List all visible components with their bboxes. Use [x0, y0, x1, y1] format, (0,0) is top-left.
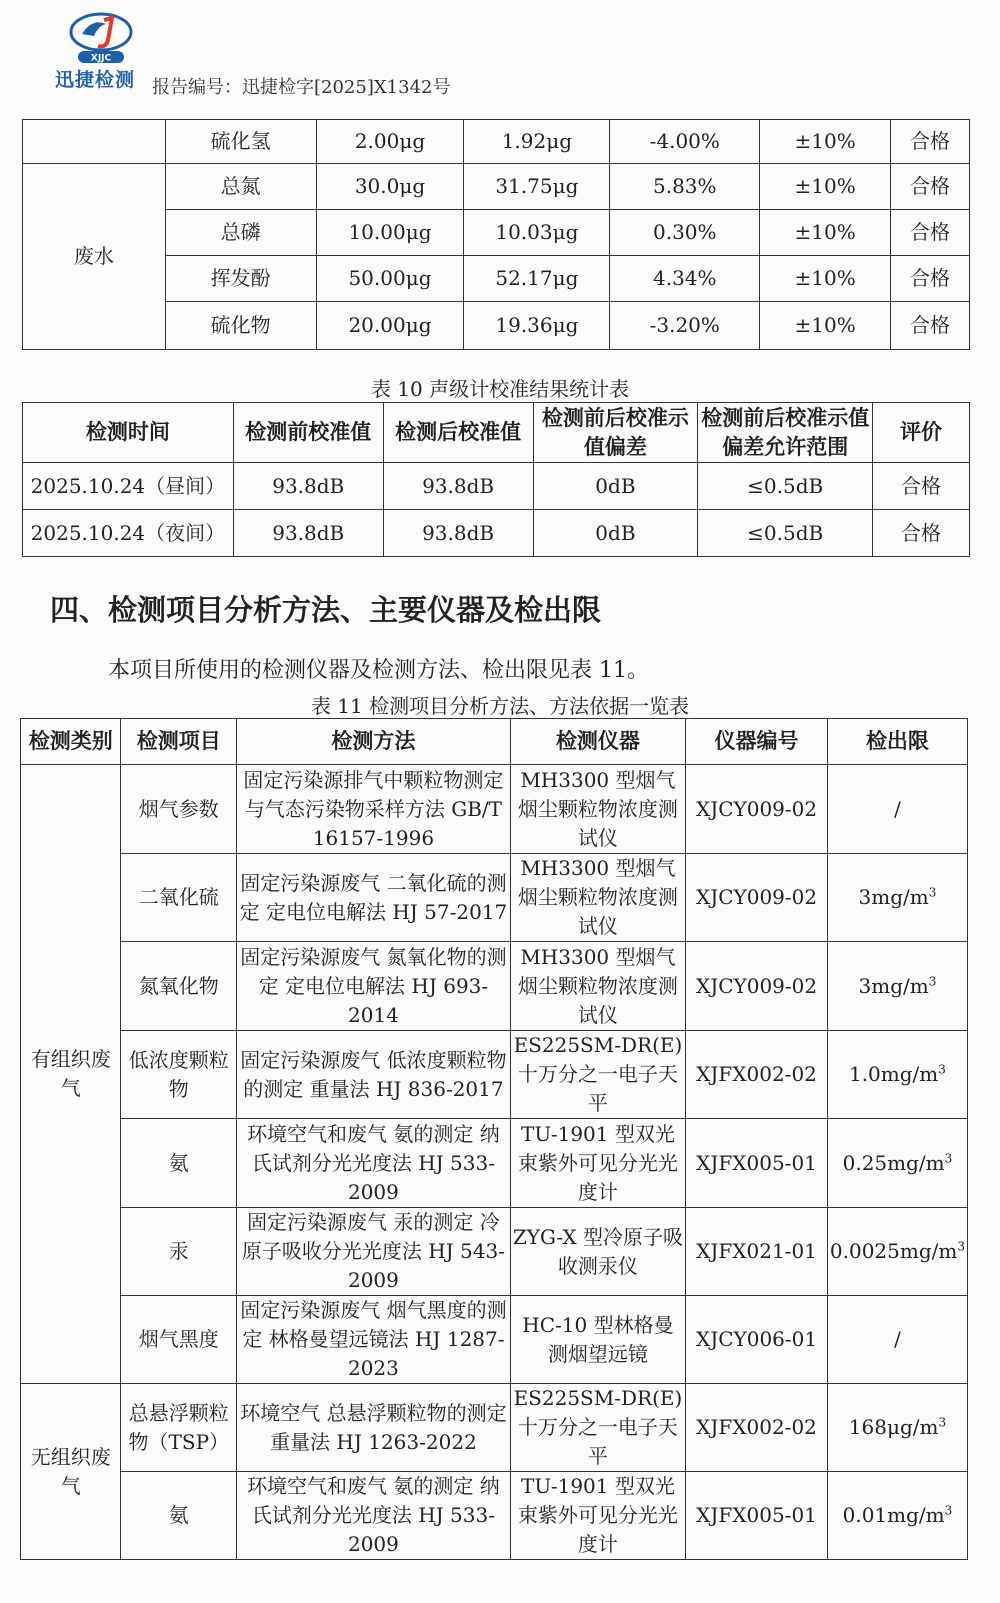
table-10 [22, 402, 970, 557]
table-row [23, 164, 970, 210]
column-header: 检测类别 [21, 719, 121, 765]
report-header [55, 10, 955, 98]
table-row [23, 463, 970, 510]
table-cell: 0dB [533, 510, 698, 557]
cell-result: 合格 [891, 164, 970, 210]
cell-item: 氮氧化物 [121, 942, 237, 1031]
cell-method: 固定污染源废气 低浓度颗粒物的测定 重量法 HJ 836-2017 [237, 1031, 510, 1119]
limit-value: 168μg/m [848, 1415, 939, 1439]
cell-allow: ±10% [760, 210, 891, 256]
table-cell: 93.8dB [233, 463, 383, 510]
table-cell: 2025.10.24（夜间） [23, 510, 234, 557]
cell-instrument: MH3300 型烟气烟尘颗粒物浓度测试仪 [510, 942, 686, 1031]
cell-method: 环境空气和废气 氨的测定 纳氏试剂分光光度法 HJ 533-2009 [237, 1472, 510, 1560]
cell-allow: ±10% [760, 120, 891, 164]
section-title: 四、检测项目分析方法、主要仪器及检出限 [50, 593, 602, 627]
cell-code: XJFX005-01 [686, 1472, 828, 1560]
cell-method: 固定污染源废气 氮氧化物的测定 定电位电解法 HJ 693-2014 [237, 942, 510, 1031]
table-row [21, 1384, 968, 1472]
cell-item: 硫化物 [165, 302, 316, 350]
cell-item: 烟气参数 [121, 765, 237, 854]
cell-item: 汞 [121, 1208, 237, 1296]
cell-limit [827, 854, 967, 942]
column-header: 检测后校准值 [383, 403, 533, 463]
limit-unit-exponent: 3 [944, 1503, 953, 1518]
report-number: 报告编号：迅捷检字[2025]X1342号 [152, 77, 451, 98]
table-cell: 合格 [873, 463, 970, 510]
cell-instrument: ZYG-X 型冷原子吸收测汞仪 [510, 1208, 686, 1296]
cell-code: XJFX002-02 [686, 1031, 828, 1119]
table-row [21, 942, 968, 1031]
limit-value: 3mg/m [858, 973, 929, 998]
logo-abbr: XJJC [90, 53, 112, 64]
cell-allow: ±10% [760, 302, 891, 350]
cell-code: XJCY009-02 [686, 942, 828, 1031]
cell-instrument: TU-1901 型双光束紫外可见分光光度计 [510, 1119, 686, 1208]
cell-method: 环境空气 总悬浮颗粒物的测定 重量法 HJ 1263-2022 [237, 1384, 510, 1472]
column-header: 检测前校准值 [233, 403, 383, 463]
limit-unit-exponent: 3 [938, 1415, 947, 1430]
cell-code: XJFX005-01 [686, 1119, 828, 1208]
company-logo-icon [68, 10, 134, 66]
table-cell: ≤0.5dB [698, 510, 873, 557]
cell-instrument: MH3300 型烟气烟尘颗粒物浓度测试仪 [510, 765, 686, 854]
cell-limit [827, 765, 967, 854]
cell-measured: 19.36μg [464, 302, 610, 350]
table-11-caption: 表 11 检测项目分析方法、方法依据一览表 [310, 694, 690, 718]
cell-dev: -4.00% [610, 120, 760, 164]
table-9-continued [22, 119, 970, 350]
cell-limit [827, 1296, 967, 1384]
column-header: 检测仪器 [510, 719, 686, 765]
cell-limit [827, 1384, 967, 1472]
table-row [23, 210, 970, 256]
table-row [21, 854, 968, 942]
table-row [21, 1208, 968, 1296]
cell-item: 挥发酚 [165, 256, 316, 302]
table-cell: 2025.10.24（昼间） [23, 463, 234, 510]
cell-code: XJCY006-01 [686, 1296, 828, 1384]
limit-value: 0.0025mg/m [829, 1239, 958, 1263]
cell-instrument: ES225SM-DR(E) 十万分之一电子天平 [510, 1031, 686, 1119]
table-cell: ≤0.5dB [698, 463, 873, 510]
cell-dev: 4.34% [610, 256, 760, 302]
table-row [23, 256, 970, 302]
table-row [21, 1472, 968, 1560]
column-header: 仪器编号 [686, 719, 828, 765]
cell-method: 固定污染源废气 二氧化硫的测定 定电位电解法 HJ 57-2017 [237, 854, 510, 942]
cell-measured: 10.03μg [464, 210, 610, 256]
cell-item: 烟气黑度 [121, 1296, 237, 1384]
cell-method: 固定污染源废气 汞的测定 冷原子吸收分光光度法 HJ 543-2009 [237, 1208, 510, 1296]
cell-limit [827, 1472, 967, 1560]
cell-std: 2.00μg [316, 120, 464, 164]
category-cell: 无组织废气 [21, 1384, 121, 1560]
table-row [23, 510, 970, 557]
limit-unit-exponent: 3 [928, 885, 937, 900]
limit-value: 1.0mg/m [848, 1062, 939, 1086]
cell-dev: -3.20% [610, 302, 760, 350]
cell-item: 硫化氢 [165, 120, 316, 164]
cell-instrument: MH3300 型烟气烟尘颗粒物浓度测试仪 [510, 854, 686, 942]
table-row [23, 302, 970, 350]
table-row [23, 120, 970, 164]
cell-method: 固定污染源废气 烟气黑度的测定 林格曼望远镜法 HJ 1287-2023 [237, 1296, 510, 1384]
limit-value: / [894, 796, 901, 821]
table-row [21, 1119, 968, 1208]
limit-value: 3mg/m [858, 885, 929, 909]
cell-allow: ±10% [760, 256, 891, 302]
table-11 [20, 718, 968, 1560]
cell-result: 合格 [891, 302, 970, 350]
cell-instrument: HC-10 型林格曼测烟望远镜 [510, 1296, 686, 1384]
cell-code: XJFX002-02 [686, 1384, 828, 1472]
column-header: 检测前后校准示值偏差 [533, 403, 698, 463]
cell-limit [827, 942, 967, 1031]
logo-text: 迅捷检测 [55, 69, 136, 91]
cell-dev: 5.83% [610, 164, 760, 210]
cell-measured: 52.17μg [464, 256, 610, 302]
cell-instrument: ES225SM-DR(E) 十万分之一电子天平 [510, 1384, 686, 1472]
cell-method: 固定污染源排气中颗粒物测定与气态污染物采样方法 GB/T 16157-1996 [237, 765, 510, 854]
cell-code: XJFX021-01 [686, 1208, 828, 1296]
cell-limit [827, 1119, 967, 1208]
column-header: 检测方法 [237, 719, 510, 765]
limit-unit-exponent: 3 [957, 1239, 965, 1254]
limit-unit-exponent: 3 [928, 973, 937, 988]
column-header: 检测前后校准示值偏差允许范围 [698, 403, 873, 463]
table-cell: 93.8dB [233, 510, 383, 557]
table-cell: 0dB [533, 463, 698, 510]
limit-value: 0.01mg/m [842, 1503, 945, 1527]
column-header: 评价 [873, 403, 970, 463]
cell-item: 氨 [121, 1119, 237, 1208]
cell-item: 氨 [121, 1472, 237, 1560]
table-10-caption: 表 10 声级计校准结果统计表 [370, 377, 630, 401]
category-cell: 有组织废气 [21, 765, 121, 1384]
cell-measured: 31.75μg [464, 164, 610, 210]
cell-item: 低浓度颗粒物 [121, 1031, 237, 1119]
limit-unit-exponent: 3 [938, 1062, 946, 1077]
cell-code: XJCY009-02 [686, 765, 828, 854]
cell-item: 总悬浮颗粒物（TSP） [121, 1384, 237, 1472]
limit-unit-exponent: 3 [944, 1150, 953, 1165]
cell-item: 总氮 [165, 164, 316, 210]
cell-result: 合格 [891, 256, 970, 302]
cell-dev: 0.30% [610, 210, 760, 256]
table-cell: 93.8dB [383, 463, 533, 510]
cell-item: 总磷 [165, 210, 316, 256]
table-row [21, 765, 968, 854]
cell-method: 环境空气和废气 氨的测定 纳氏试剂分光光度法 HJ 533-2009 [237, 1119, 510, 1208]
table-row [21, 1296, 968, 1384]
cell-std: 20.00μg [316, 302, 464, 350]
cell-code: XJCY009-02 [686, 854, 828, 942]
cell-result: 合格 [891, 210, 970, 256]
limit-value: 0.25mg/m [842, 1150, 945, 1175]
column-header: 检测时间 [23, 403, 234, 463]
column-header: 检测项目 [121, 719, 237, 765]
section-intro: 本项目所使用的检测仪器及检测方法、检出限见表 11。 [108, 658, 649, 683]
category-cell: 废水 [23, 164, 166, 350]
cell-std: 30.0μg [316, 164, 464, 210]
cell-allow: ±10% [760, 164, 891, 210]
cell-std: 50.00μg [316, 256, 464, 302]
cell-instrument: TU-1901 型双光束紫外可见分光光度计 [510, 1472, 686, 1560]
cell-result: 合格 [891, 120, 970, 164]
cell-limit [827, 1208, 967, 1296]
limit-value: / [894, 1327, 901, 1351]
cell-item: 二氧化硫 [121, 854, 237, 942]
category-cell-empty [23, 120, 166, 164]
table-cell: 合格 [873, 510, 970, 557]
cell-limit [827, 1031, 967, 1119]
table-cell: 93.8dB [383, 510, 533, 557]
column-header: 检出限 [827, 719, 967, 765]
cell-measured: 1.92μg [464, 120, 610, 164]
cell-std: 10.00μg [316, 210, 464, 256]
table-row [21, 1031, 968, 1119]
